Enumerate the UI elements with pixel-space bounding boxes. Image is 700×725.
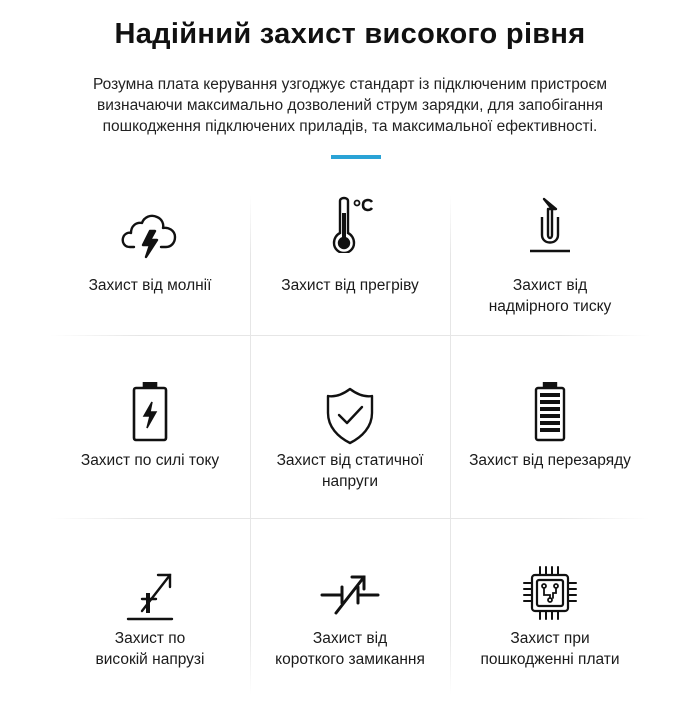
feature-label: Захист по силі току — [80, 452, 220, 469]
cloud-lightning-icon — [120, 205, 180, 265]
pressure-arrow-icon — [520, 193, 580, 253]
accent-divider — [331, 155, 381, 159]
high-voltage-icon — [120, 563, 180, 623]
feature-overheat-protection — [250, 185, 450, 355]
feature-lightning-protection — [50, 185, 250, 355]
feature-label: Захист при пошкодженні плати — [480, 630, 620, 668]
short-circuit-icon — [320, 563, 380, 623]
feature-label: Захист від молнії — [88, 277, 212, 294]
feature-label: Захист від перезаряду — [469, 452, 631, 469]
battery-full-icon — [520, 382, 580, 442]
feature-static-protection — [250, 380, 450, 550]
page-title: Надійний захист високого рівня — [114, 18, 586, 50]
feature-label: Захист від прегріву — [281, 277, 419, 294]
feature-overcharge-protection — [450, 380, 650, 550]
feature-current-protection — [50, 380, 250, 550]
thermometer-celsius-icon — [320, 193, 380, 253]
features-grid — [50, 185, 650, 700]
feature-pressure-protection — [450, 185, 650, 355]
battery-charging-icon — [120, 382, 180, 442]
feature-label: Захист по високій напрузі — [95, 630, 205, 668]
feature-label: Захист від короткого замикання — [275, 630, 425, 668]
feature-label: Захист від статичної напруги — [276, 452, 424, 490]
page-description: Розумна плата керування узгоджує стандарт із підключеним пристроєм визначаючи максимально дозволений струм зарядки, для запобігання пошкодження підключених приладів, та максимальної ефективності. — [92, 76, 608, 135]
feature-label: Захист від надмірного тиску — [488, 277, 612, 315]
circuit-chip-icon — [520, 563, 580, 623]
shield-check-icon — [320, 385, 380, 445]
